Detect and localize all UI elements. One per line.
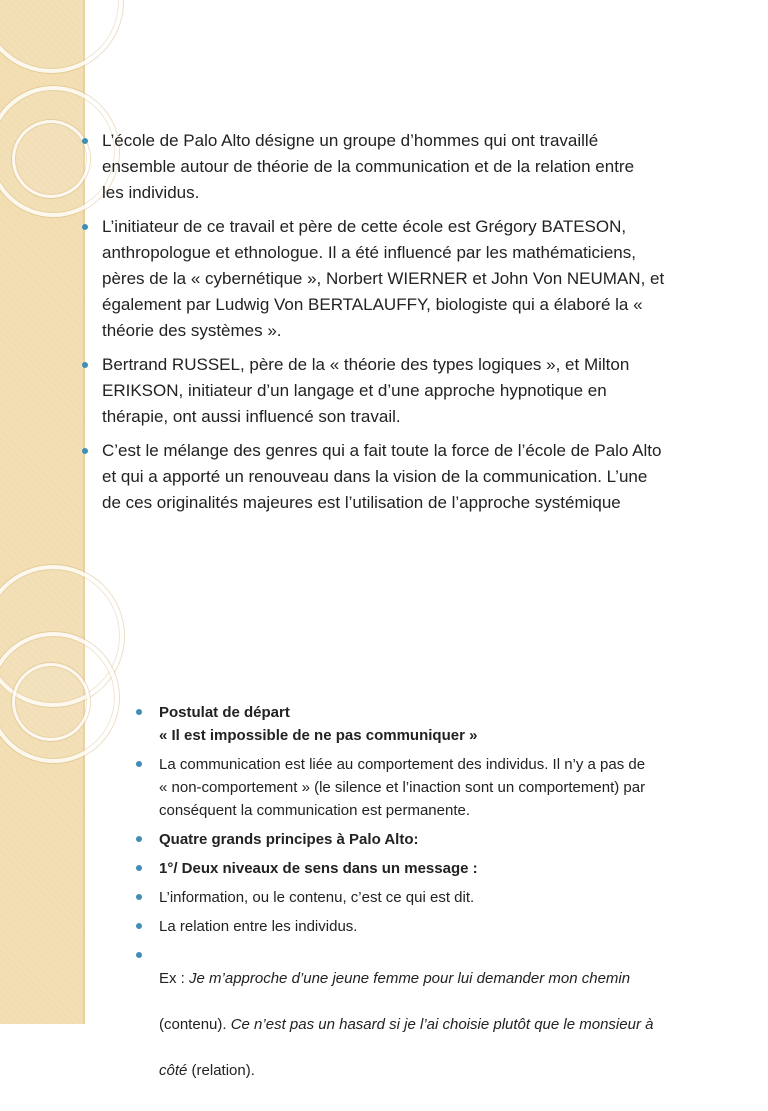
slide-1-content	[78, 128, 738, 550]
postulate-text: Postulat de départ « Il est impossible de ne pas communiquer »	[159, 704, 478, 744]
slide-2-bullet-item	[132, 857, 746, 880]
decorative-sidebar	[0, 0, 85, 512]
bullet-dot-icon	[82, 138, 88, 144]
slide-1	[0, 0, 768, 512]
slide-1-bullet-item	[78, 128, 738, 206]
decorative-ring-small	[12, 663, 90, 741]
decorative-ring-large-top	[0, 0, 123, 73]
slide-1-bullet-list	[78, 128, 738, 542]
slide-2-bullet-item	[132, 753, 746, 822]
information-definition: L’information, ou le contenu, c’est ce qui est dit.	[159, 889, 475, 906]
example-line-2	[159, 1013, 746, 1036]
example-line-3	[159, 1059, 746, 1082]
bullet-dot-icon	[136, 836, 142, 842]
slide-2-bullet-item	[132, 886, 746, 909]
slide-1-bullet-text: C’est le mélange des genres qui a fait toute la force de l’école de Palo Alto et qui a apporté un renouveau dans la vision de la communication. L’une de ces originalités majeures est l’utilisation de l’approche systémique	[102, 441, 662, 512]
relation-definition: La relation entre les individus.	[159, 918, 358, 935]
communication-behavior-text: La communication est liée au comportement des individus. Il n’y a pas de « non-comportement » (le silence et l’inaction sont un comportement) par conséquent la communication est permanente.	[159, 756, 646, 819]
slide-2-bullet-item	[132, 915, 746, 938]
bullet-dot-icon	[136, 923, 142, 929]
bullet-dot-icon	[82, 362, 88, 368]
slide-2	[0, 512, 768, 1079]
slide-2-bullet-item	[132, 828, 746, 851]
decorative-sidebar	[0, 512, 85, 1024]
first-principle-heading: 1°/ Deux niveaux de sens dans un message :	[159, 860, 478, 877]
example-bullet-item	[132, 944, 746, 1105]
example-text	[159, 944, 746, 1105]
bullet-dot-icon	[82, 448, 88, 454]
principles-heading: Quatre grands principes à Palo Alto:	[159, 831, 419, 848]
bullet-dot-icon	[136, 709, 142, 715]
example-line-1	[159, 967, 746, 990]
slide-1-bullet-text: L’initiateur de ce travail et père de cette école est Grégory BATESON, anthropologue et ethnologue. Il a été influencé par les mathématiciens, pères de la « cybernétique », Norbert WIERNER et John Von NEUMAN, et également par Ludwig Von BERTALAUFFY, biologiste qui a élaboré la « théorie des systèmes ».	[102, 217, 665, 340]
slide-1-bullet-item	[78, 352, 738, 430]
slide-2-bullet-item	[132, 701, 746, 747]
slide-1-bullet-text: L’école de Palo Alto désigne un groupe d’hommes qui ont travaillé ensemble autour de théorie de la communication et de la relation entre les individus.	[102, 131, 635, 202]
example-italic-line-1: Je m’approche d’une jeune femme pour lui demander mon chemin	[189, 970, 631, 987]
slide-2-content	[132, 701, 746, 1111]
example-italic-line-2: Ce n’est pas un hasard si je l’ai choisie plutôt que le monsieur à	[230, 1016, 654, 1033]
slide-1-bullet-item	[78, 214, 738, 344]
example-content-label: (contenu).	[159, 1016, 231, 1033]
example-prefix: Ex :	[159, 970, 190, 987]
example-line-3-italic: côté	[159, 1062, 192, 1079]
example-relation-label: (relation).	[191, 1062, 255, 1079]
bullet-dot-icon	[136, 894, 142, 900]
bullet-dot-icon	[136, 952, 142, 958]
bullet-dot-icon	[136, 761, 142, 767]
bullet-dot-icon	[136, 865, 142, 871]
slide-1-bullet-text: Bertrand RUSSEL, père de la « théorie des types logiques », et Milton ERIKSON, initiateur d’un langage et d’une approche hypnotique en thérapie, ont aussi influencé son travail.	[102, 355, 630, 426]
bullet-dot-icon	[82, 224, 88, 230]
slide-2-bullet-list	[132, 701, 746, 1105]
